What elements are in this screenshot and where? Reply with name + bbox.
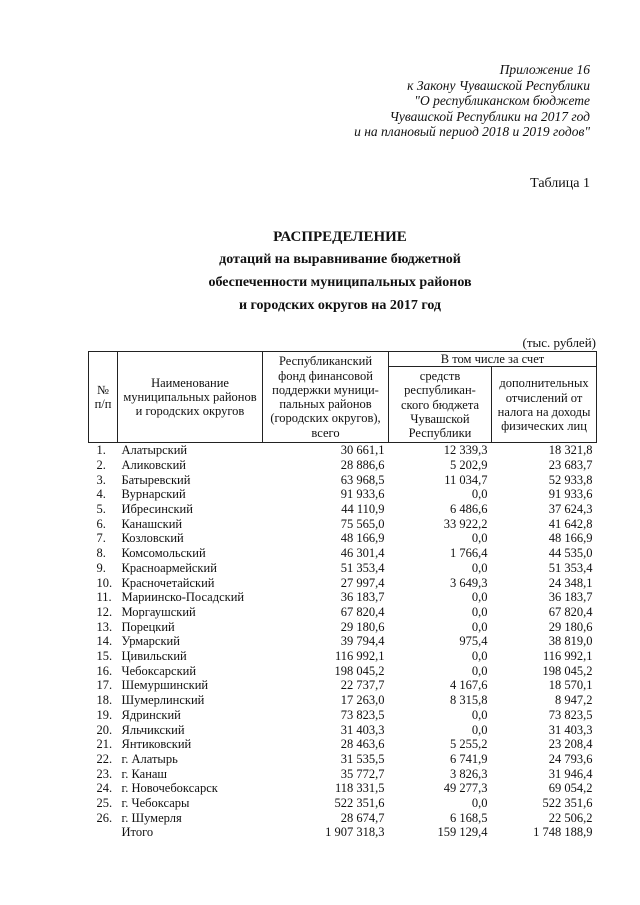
- republic-budget-value: 1 766,4: [450, 546, 488, 561]
- total-value: 522 351,6: [334, 796, 385, 811]
- row-number: 4.: [96, 487, 106, 502]
- ndfl-value: 23 683,7: [548, 457, 593, 472]
- row-number: 6.: [96, 516, 106, 531]
- header-group: В том числе за счет: [389, 352, 597, 367]
- ndfl-value: 24 793,6: [548, 751, 593, 766]
- municipality-name: г. Шумерля: [121, 810, 182, 825]
- republic-budget-value: 0,0: [471, 663, 488, 678]
- table-row: [89, 590, 597, 605]
- republic-budget-value: 0,0: [471, 560, 488, 575]
- total-value: 48 166,9: [340, 531, 385, 546]
- total-value: 35 772,7: [340, 766, 385, 781]
- republic-budget-value: 6 741,9: [450, 751, 488, 766]
- ndfl-value: 8 947,2: [555, 693, 593, 708]
- ndfl-value: 31 946,4: [548, 766, 593, 781]
- row-number: 7.: [96, 531, 106, 546]
- republic-budget-value: 5 255,2: [450, 737, 488, 752]
- row-number: 25.: [96, 796, 113, 811]
- municipality-name: Козловский: [121, 531, 184, 546]
- table-row: [89, 649, 597, 664]
- table-row: [89, 561, 597, 576]
- ndfl-value: 38 819,0: [548, 634, 593, 649]
- republic-budget-value: 5 202,9: [450, 457, 488, 472]
- ndfl-value: 37 624,3: [548, 502, 593, 517]
- header-republic-budget: средств республикан- ского бюджета Чувашской Республики: [389, 367, 492, 443]
- ndfl-value: 48 166,9: [548, 531, 593, 546]
- republic-budget-value: 0,0: [471, 590, 488, 605]
- total-row: [89, 825, 597, 840]
- republic-budget-value: 6 486,6: [450, 502, 488, 517]
- total-value: 1 907 318,3: [325, 825, 385, 840]
- table-row: [89, 443, 597, 458]
- republic-budget-value: 3 826,3: [450, 766, 488, 781]
- total-value: 28 674,7: [340, 810, 385, 825]
- row-number: 1.: [96, 443, 106, 458]
- table-row: [89, 620, 597, 635]
- republic-budget-value: 3 649,3: [450, 575, 488, 590]
- appendix-line: Приложение 16: [499, 62, 590, 77]
- municipality-name: Янтиковский: [121, 737, 192, 752]
- row-number: 20.: [96, 722, 113, 737]
- republic-budget-value: 0,0: [471, 649, 488, 664]
- row-number: 9.: [96, 560, 106, 575]
- table-row: [89, 546, 597, 561]
- row-number: 5.: [96, 502, 106, 517]
- municipality-name: Ибресинский: [121, 502, 193, 517]
- ndfl-value: 51 353,4: [548, 560, 593, 575]
- appendix-line: к Закону Чувашской Республики: [407, 77, 590, 93]
- republic-budget-value: 0,0: [471, 722, 488, 737]
- title-main: РАСПРЕДЕЛЕНИЕ: [273, 229, 407, 245]
- republic-budget-value: 159 129,4: [437, 825, 488, 840]
- municipality-name: Аликовский: [121, 457, 186, 472]
- ndfl-value: 22 506,2: [548, 810, 593, 825]
- total-value: 63 968,5: [340, 472, 385, 487]
- ndfl-value: 522 351,6: [542, 796, 593, 811]
- municipality-name: Моргаушский: [121, 604, 196, 619]
- title-line: дотаций на выравнивание бюджетной: [219, 252, 461, 267]
- total-value: 22 737,7: [340, 678, 385, 693]
- republic-budget-value: 0,0: [471, 604, 488, 619]
- total-value: 28 463,6: [340, 737, 385, 752]
- row-number: 10.: [96, 575, 113, 590]
- table-row: [89, 458, 597, 473]
- ndfl-value: 18 321,8: [548, 443, 593, 458]
- document-title: [0, 226, 640, 317]
- row-number: 2.: [96, 457, 106, 472]
- appendix-line: Чувашской Республики на 2017 год: [389, 108, 590, 124]
- row-number: 8.: [96, 546, 106, 561]
- header-total: Республиканский фонд финансовой поддержки муници- пальных районов (городских округов), всего: [263, 352, 389, 443]
- row-number: 19.: [96, 707, 113, 722]
- table-row: [89, 811, 597, 826]
- total-value: 73 823,5: [340, 707, 385, 722]
- ndfl-value: 198 045,2: [542, 663, 593, 678]
- table-row: [89, 708, 597, 723]
- municipality-name: Мариинско-Посадский: [121, 590, 245, 605]
- ndfl-value: 69 054,2: [548, 781, 593, 796]
- row-number: 11.: [96, 590, 112, 605]
- total-value: 44 110,9: [341, 502, 385, 517]
- municipality-name: Шемуршинский: [121, 678, 209, 693]
- total-value: 30 661,1: [340, 443, 385, 458]
- table-body: [89, 443, 597, 840]
- table-row: [89, 634, 597, 649]
- table-row: [89, 723, 597, 738]
- table-row: [89, 678, 597, 693]
- republic-budget-value: 12 339,3: [443, 443, 488, 458]
- ndfl-value: 67 820,4: [548, 604, 593, 619]
- ndfl-value: 44 535,0: [548, 546, 593, 561]
- total-value: 75 565,0: [340, 516, 385, 531]
- total-value: 29 180,6: [340, 619, 385, 634]
- table-row: [89, 693, 597, 708]
- table-row: [89, 767, 597, 782]
- municipality-name: Цивильский: [121, 649, 187, 664]
- header-ndfl: дополнительных отчислений от налога на доходы физических лиц: [492, 367, 597, 443]
- row-number: 12.: [96, 604, 113, 619]
- ndfl-value: 52 933,8: [548, 472, 593, 487]
- table-row: [89, 664, 597, 679]
- municipality-name: Урмарский: [121, 634, 180, 649]
- table-caption: Таблица 1: [530, 176, 590, 191]
- municipality-name: Алатырский: [121, 443, 188, 458]
- row-number: [89, 825, 118, 840]
- republic-budget-value: 11 034,7: [444, 472, 488, 487]
- ndfl-value: 41 642,8: [548, 516, 593, 531]
- appendix-line: и на плановый период 2018 и 2019 годов": [354, 124, 590, 139]
- total-value: 198 045,2: [334, 663, 385, 678]
- total-value: 118 331,5: [334, 781, 385, 796]
- municipality-name: Канашский: [121, 516, 183, 531]
- table-row: [89, 796, 597, 811]
- table-row: [89, 502, 597, 517]
- ndfl-value: 23 208,4: [548, 737, 593, 752]
- ndfl-value: 29 180,6: [548, 619, 593, 634]
- table-row: [89, 781, 597, 796]
- republic-budget-value: 0,0: [471, 619, 488, 634]
- total-value: 36 183,7: [340, 590, 385, 605]
- ndfl-value: 73 823,5: [548, 707, 593, 722]
- ndfl-value: 91 933,6: [548, 487, 593, 502]
- total-value: 17 263,0: [340, 693, 385, 708]
- municipality-name: Итого: [121, 825, 154, 840]
- units-label: (тыс. рублей): [522, 335, 596, 350]
- ndfl-value: 31 403,3: [548, 722, 593, 737]
- municipality-name: Красноармейский: [121, 560, 217, 575]
- municipality-name: Порецкий: [121, 619, 175, 634]
- table-row: [89, 752, 597, 767]
- table-row: [89, 473, 597, 488]
- row-number: 21.: [96, 737, 113, 752]
- row-number: 3.: [96, 472, 106, 487]
- appendix-line: "О республиканском бюджете: [414, 93, 590, 108]
- total-value: 27 997,4: [340, 575, 385, 590]
- title-line: обеспеченности муниципальных районов: [208, 275, 472, 290]
- municipality-name: г. Новочебоксарск: [121, 781, 218, 796]
- ndfl-value: 1 748 188,9: [533, 825, 593, 840]
- ndfl-value: 116 992,1: [542, 649, 593, 664]
- municipality-name: г. Алатырь: [121, 751, 178, 766]
- appendix-header: [354, 62, 590, 140]
- ndfl-value: 24 348,1: [548, 575, 593, 590]
- row-number: 14.: [96, 634, 113, 649]
- republic-budget-value: 0,0: [471, 487, 488, 502]
- row-number: 22.: [96, 751, 113, 766]
- ndfl-value: 36 183,7: [548, 590, 593, 605]
- title-line: и городских округов на 2017 год: [238, 298, 442, 313]
- municipality-name: Комсомольский: [121, 546, 206, 561]
- table-row: [89, 487, 597, 502]
- total-value: 46 301,4: [340, 546, 385, 561]
- row-number: 15.: [96, 649, 113, 664]
- municipality-name: Ядринский: [121, 707, 181, 722]
- municipality-name: Батыревский: [121, 472, 191, 487]
- table-row: [89, 605, 597, 620]
- total-value: 91 933,6: [340, 487, 385, 502]
- table-row: [89, 531, 597, 546]
- republic-budget-value: 33 922,2: [443, 516, 488, 531]
- municipality-name: Вурнарский: [121, 487, 186, 502]
- republic-budget-value: 0,0: [471, 796, 488, 811]
- republic-budget-value: 975,4: [459, 634, 488, 649]
- municipality-name: Шумерлинский: [121, 693, 205, 708]
- ndfl-value: 18 570,1: [548, 678, 593, 693]
- municipality-name: Чебоксарский: [121, 663, 197, 678]
- republic-budget-value: 8 315,8: [450, 693, 488, 708]
- municipality-name: Яльчикский: [121, 722, 185, 737]
- republic-budget-value: 6 168,5: [450, 810, 488, 825]
- subsidies-table: [88, 351, 597, 840]
- row-number: 18.: [96, 693, 113, 708]
- total-value: 116 992,1: [334, 649, 385, 664]
- table-row: [89, 737, 597, 752]
- municipality-name: г. Чебоксары: [121, 796, 190, 811]
- table-row: [89, 576, 597, 591]
- republic-budget-value: 49 277,3: [443, 781, 488, 796]
- republic-budget-value: 0,0: [471, 531, 488, 546]
- total-value: 67 820,4: [340, 604, 385, 619]
- table-row: [89, 517, 597, 532]
- row-number: 26.: [96, 810, 113, 825]
- row-number: 16.: [96, 663, 113, 678]
- row-number: 13.: [96, 619, 113, 634]
- republic-budget-value: 4 167,6: [450, 678, 488, 693]
- header-name: Наименование муниципальных районов и городских округов: [118, 352, 263, 443]
- total-value: 28 886,6: [340, 457, 385, 472]
- total-value: 31 403,3: [340, 722, 385, 737]
- row-number: 24.: [96, 781, 113, 796]
- municipality-name: г. Канаш: [121, 766, 168, 781]
- total-value: 51 353,4: [340, 560, 385, 575]
- total-value: 31 535,5: [340, 751, 385, 766]
- municipality-name: Красночетайский: [121, 575, 215, 590]
- republic-budget-value: 0,0: [471, 707, 488, 722]
- row-number: 23.: [96, 766, 113, 781]
- row-number: 17.: [96, 678, 113, 693]
- total-value: 39 794,4: [340, 634, 385, 649]
- header-num: № п/п: [89, 352, 118, 443]
